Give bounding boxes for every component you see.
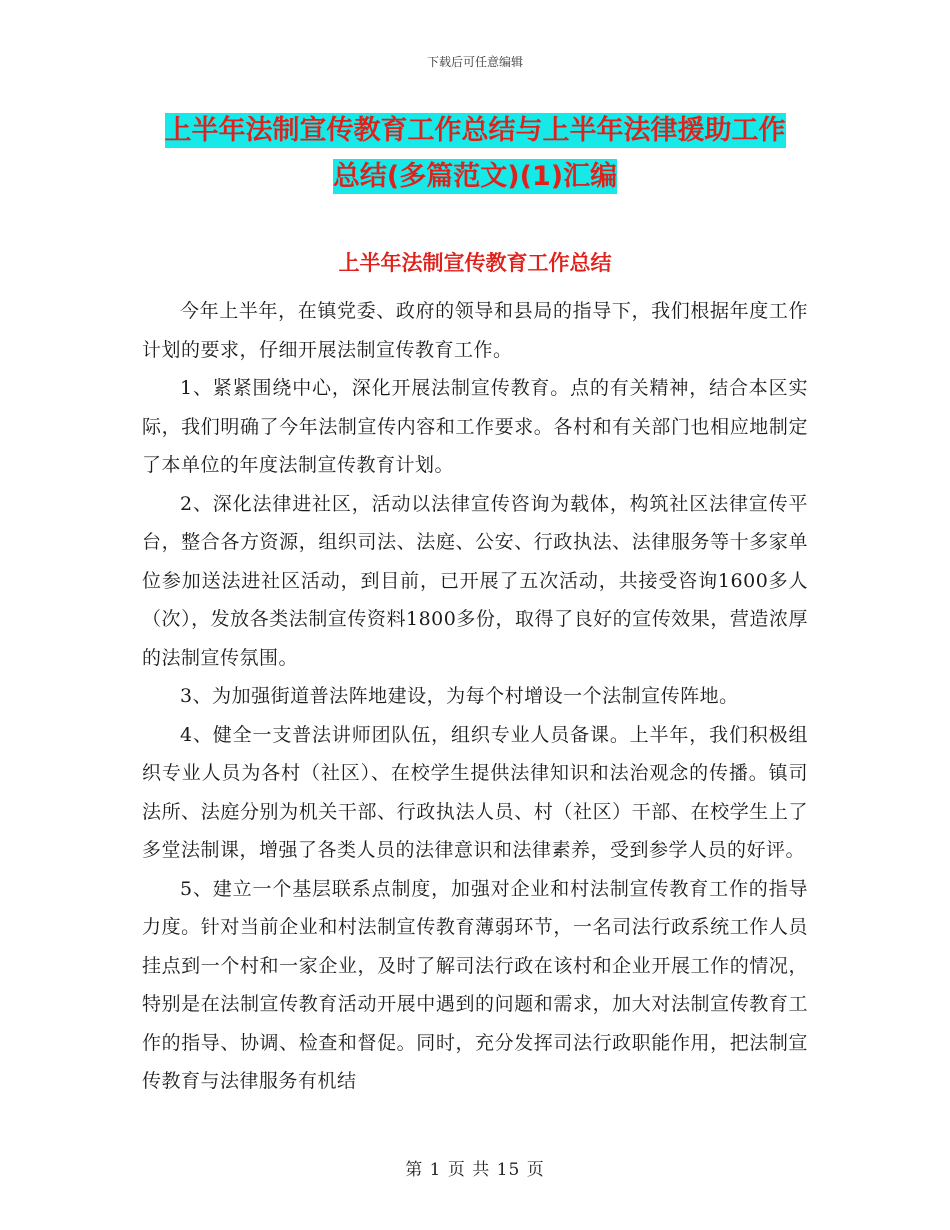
page-footer: 第 1 页 共 15 页 <box>405 1160 545 1180</box>
paragraph-intro: 今年上半年，在镇党委、政府的领导和县局的指导下，我们根据年度工作计划的要求，仔细开展法制宣传教育工作。 <box>142 300 808 361</box>
title-line-1: 上半年法制宣传教育工作总结与上半年法律援助工作 <box>164 115 786 146</box>
paragraph-5: 5、建立一个基层联系点制度，加强对企业和村法制宣传教育工作的指导力度。针对当前企业和村法制宣传教育薄弱环节，一名司法行政系统工作人员挂点到一个村和一家企业，及时了解司法行政在该村和企业开展工作的情况，特别是在法制宣传教育活动开展中遇到的问题和需求，加大对法制宣传教育工作的指导、协调、检查和督促。同时，充分发挥司法行政职能作用，把法制宣传教育与法律服务有机结 <box>142 877 808 1092</box>
header-note: 下载后可任意编辑 <box>426 55 523 69</box>
paragraph-4: 4、健全一支普法讲师团队伍，组织专业人员备课。上半年，我们积极组织专业人员为各村（社区）、在校学生提供法律知识和法治观念的传播。镇司法所、法庭分别为机关干部、行政执法人员、村（社区）干部、在校学生上了多堂法制课，增强了各类人员的法律意识和法律素养，受到参学人员的好评。 <box>142 723 808 861</box>
document-title <box>140 108 810 200</box>
paragraph-3: 3、为加强街道普法阵地建设，为每个村增设一个法制宣传阵地。 <box>180 685 739 707</box>
document-body <box>142 292 808 1101</box>
paragraph-2: 2、深化法律进社区，活动以法律宣传咨询为载体，构筑社区法律宣传平台，整合各方资源，组织司法、法庭、公安、行政执法、法律服务等十多家单位参加送法进社区活动，到目前，已开展了五次活动，共接受咨询1600多人（次），发放各类法制宣传资料1800多份，取得了良好的宣传效果，营造浓厚的法制宣传氛围。 <box>142 492 808 669</box>
paragraph-1: 1、紧紧围绕中心，深化开展法制宣传教育。点的有关精神，结合本区实际，我们明确了今年法制宣传内容和工作要求。各村和有关部门也相应地制定了本单位的年度法制宣传教育计划。 <box>142 377 808 476</box>
section-title: 上半年法制宣传教育工作总结 <box>338 251 612 275</box>
title-line-2: 总结(多篇范文)(1)汇编 <box>332 161 618 192</box>
